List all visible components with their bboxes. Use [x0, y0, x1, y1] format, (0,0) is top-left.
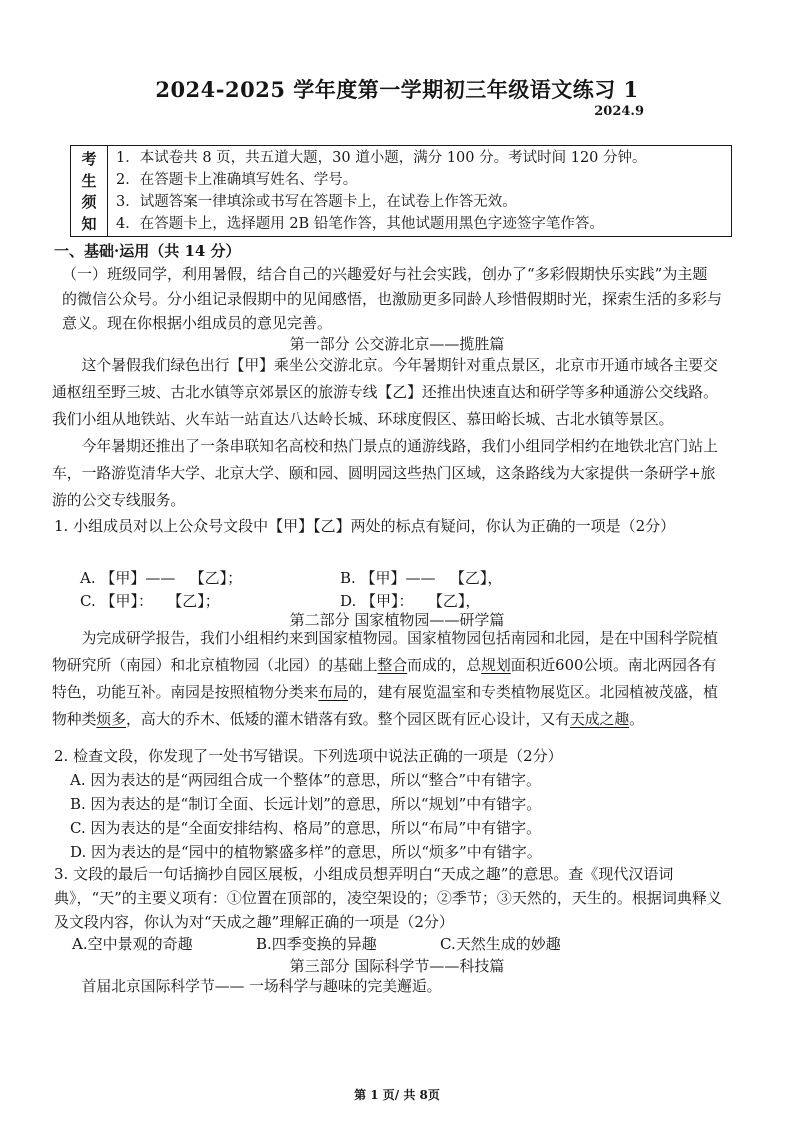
q1-option-d[interactable]: D. 【甲】： 【乙】，	[340, 592, 481, 610]
passage-text: 。	[629, 711, 644, 728]
question-stem: 1. 小组成员对以上公众号文段中【甲】【乙】两处的标点有疑问，你认为正确的一项是（2分）	[54, 517, 676, 535]
notice-item: 4．在答题卡上，选择题用 2B 铅笔作答，其他试题用黑色字迹签字笔作答。	[116, 216, 604, 232]
underlined-word: 布局	[318, 684, 348, 701]
passage-paragraph: 首届北京国际科学节—— 一场科学与趣味的完美邂逅。	[81, 978, 442, 995]
q1-option-c[interactable]: C. 【甲】： 【乙】；	[80, 592, 220, 610]
question-stem: 3. 文段的最后一句话摘抄自园区展板，小组成员想弄明白“天成之趣”的意思。查《现代汉语词典》，“天”的主要义项有：①位置在顶部的，凌空架设的；②季节；③天然的，天生的。根据词典释义及文段内容，你认为对“天成之趣”理解正确的一项是（2分）	[54, 865, 722, 931]
part1-heading: 第一部分 公交游北京——揽胜篇	[289, 335, 505, 353]
question-2	[54, 744, 724, 768]
part3-heading: 第三部分 国际科学节——科技篇	[289, 957, 505, 975]
underlined-word: 整合	[377, 657, 408, 674]
candidate-notice-box	[70, 145, 732, 237]
page-footer: 第 1 页/ 共 8页	[354, 1088, 440, 1102]
passage-text: ，高大的乔木、低矮的灌木错落有致。整个园区既有匠心设计，又有	[126, 711, 570, 728]
part2-heading: 第二部分 国家植物园——研学篇	[289, 611, 505, 629]
question-3	[54, 862, 724, 934]
notice-item: 1．本试卷共 8 页，共五道大题，30 道小题，满分 100 分。考试时间 120 分钟。	[116, 150, 647, 166]
underlined-word: 天成之趣	[569, 711, 630, 728]
passage-text: 面积近600公顷。南北两园各有特色，功能互补。南园是按照植物分类来	[52, 657, 717, 701]
part3-passage	[52, 973, 724, 1000]
q3-option-a[interactable]: A.空中景观的奇趣	[72, 935, 193, 953]
part1-passage	[52, 352, 724, 514]
question-1	[54, 514, 724, 538]
q3-option-b[interactable]: B.四季变换的异趣	[256, 935, 377, 953]
exam-title: 2024-2025 学年度第一学期初三年级语文练习 1	[155, 77, 639, 102]
q1-option-b[interactable]: B. 【甲】—— 【乙】，	[340, 569, 503, 587]
notice-head-char: 须	[81, 193, 97, 212]
passage-paragraph	[52, 625, 726, 733]
passage-text: 而成的，总	[407, 657, 482, 674]
notice-list	[108, 146, 731, 236]
passage-text: 为完成研学报告，我们小组相约来到国家植物园。国家植物园包括南园和北园，是在中国科学院植物研究所（南园）和北京植物园（北园）的基础上	[52, 630, 718, 674]
notice-head-char: 知	[81, 214, 97, 233]
passage-paragraph: 这个暑假我们绿色出行【甲】乘坐公交游北京。今年暑期针对重点景区，北京市开通市域各主要交通枢纽至野三坡、古北水镇等京郊景区的旅游专线【乙】还推出快速直达和研学等多种通游公交线路。我们小组从地铁站、火车站一站直达八达岭长城、环球度假区、慕田峪长城、古北水镇等景区。	[52, 357, 718, 428]
notice-item: 3．试题答案一律填涂或书写在答题卡上，在试卷上作答无效。	[116, 194, 517, 210]
q2-option-d[interactable]: D. 因为表达的是“园中的植物繁盛多样”的意思，所以“烦多”中有错字。	[70, 843, 542, 861]
underlined-word: 规划	[481, 657, 511, 674]
q2-option-c[interactable]: C. 因为表达的是“全面安排结构、格局”的意思，所以“布局”中有错字。	[70, 819, 542, 837]
part2-passage	[52, 625, 726, 733]
passage-paragraph: 今年暑期还推出了一条串联知名高校和热门景点的通游线路，我们小组同学相约在地铁北宫门站上车，一路游览清华大学、北京大学、颐和园、圆明园这些热门区域，这条路线为大家提供一条研学+旅游的公交专线服务。	[52, 438, 718, 509]
notice-head-char: 生	[81, 171, 97, 190]
notice-heading	[71, 146, 108, 236]
q2-option-a[interactable]: A. 因为表达的是“两园组合成一个整体”的意思，所以“整合”中有错字。	[70, 771, 542, 789]
section-intro	[62, 262, 722, 336]
notice-item: 2．在答题卡上准确填写姓名、学号。	[116, 172, 358, 188]
notice-head-char: 考	[81, 150, 97, 169]
q3-option-c[interactable]: C.天然生成的妙趣	[440, 935, 561, 953]
q1-option-a[interactable]: A. 【甲】—— 【乙】；	[80, 569, 243, 587]
exam-date: 2024.9	[594, 104, 644, 119]
q2-option-b[interactable]: B. 因为表达的是“制订全面、长远计划”的意思，所以“规划”中有错字。	[70, 795, 542, 813]
underlined-word: 烦多	[96, 711, 127, 728]
passage-text: 的，建有展览温室和专类植物展览区。北园植被茂盛，植物种类	[52, 684, 718, 728]
question-stem: 2. 检查文段，你发现了一处书写错误。下列选项中说法正确的一项是（2分）	[54, 747, 563, 765]
section-title: 一、基础·运用（共 14 分）	[54, 242, 241, 260]
intro-paragraph: （一）班级同学，利用暑假，结合自己的兴趣爱好与社会实践，创办了“多彩假期快乐实践”为主题的微信公众号。分小组记录假期中的见闻感悟，也激励更多同龄人珍惜假期时光，探索生活的多彩与意义。现在你根据小组成员的意见完善。	[62, 265, 723, 332]
